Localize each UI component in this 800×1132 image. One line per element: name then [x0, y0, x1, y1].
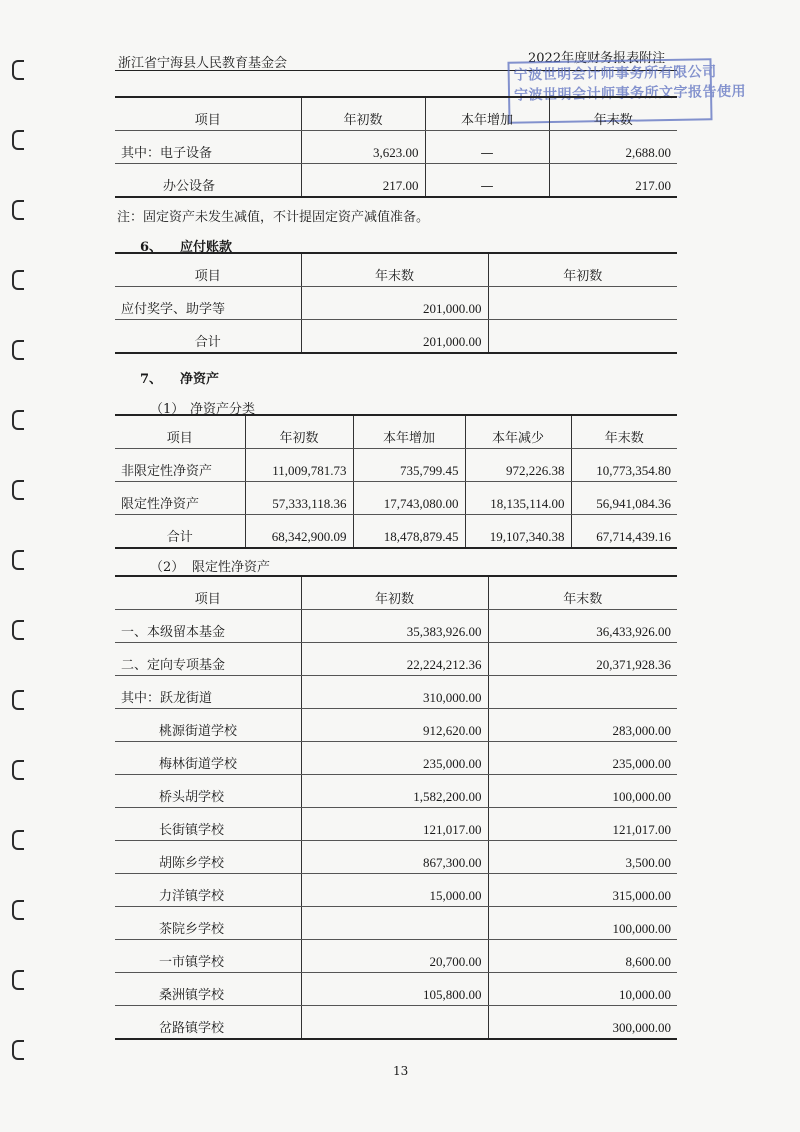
subsection-2-title: 限定性净资产	[192, 560, 271, 575]
subsection-1-number: （1）	[150, 402, 185, 417]
binder-ring	[12, 1040, 24, 1060]
header-org: 浙江省宁海县人民教育基金会	[118, 56, 288, 71]
col-header: 项目	[115, 576, 301, 610]
header-title: 2022年度财务报表附注	[528, 51, 666, 66]
table-row: 长街镇学校 121,017.00 121,017.00	[115, 808, 677, 841]
table-row: 桥头胡学校 1,582,200.00 100,000.00	[115, 775, 677, 808]
net-assets-table	[115, 414, 677, 549]
col-header: 年末数	[549, 97, 677, 131]
table-row: 二、定向专项基金 22,224,212.36 20,371,928.36	[115, 643, 677, 676]
col-header: 年末数	[488, 576, 677, 610]
table-row: 其中：电子设备 3,623.00 — 2,688.00	[115, 131, 677, 164]
col-header: 年初数	[245, 415, 353, 449]
binder-ring	[12, 130, 24, 150]
col-header: 年初数	[301, 97, 425, 131]
binder-ring	[12, 690, 24, 710]
binder-ring	[12, 340, 24, 360]
impairment-note: 注：固定资产未发生减值，不计提固定资产减值准备。	[117, 210, 430, 225]
table-row: 合计 68,342,900.09 18,478,879.45 19,107,340.38 67,714,439.16	[115, 515, 677, 549]
col-header: 本年增加	[425, 97, 549, 131]
subsection-1-title: 净资产分类	[190, 402, 256, 417]
section-6-title: 应付账款	[180, 240, 233, 255]
accounting-firm-stamp: 宁波世明会计师事务所有限公司 宁波世明会计师事务所文字报告使用	[507, 58, 712, 124]
col-header: 年末数	[571, 415, 677, 449]
table-row: 岔路镇学校 300,000.00	[115, 1006, 677, 1040]
binder-ring	[12, 480, 24, 500]
binder-ring	[12, 550, 24, 570]
binder-ring	[12, 620, 24, 640]
col-header: 年初数	[488, 253, 677, 287]
binder-ring	[12, 410, 24, 430]
table-row: 桃源街道学校 912,620.00 283,000.00	[115, 709, 677, 742]
col-header: 项目	[115, 253, 301, 287]
col-header: 项目	[115, 97, 301, 131]
binder-ring	[12, 970, 24, 990]
binder-ring	[12, 900, 24, 920]
table-row: 应付奖学、助学等 201,000.00	[115, 287, 677, 320]
table-row: 限定性净资产 57,333,118.36 17,743,080.00 18,135,114.00 56,941,084.36	[115, 482, 677, 515]
table-row: 非限定性净资产 11,009,781.73 735,799.45 972,226.38 10,773,354.80	[115, 449, 677, 482]
table-row: 合计 201,000.00	[115, 320, 677, 354]
section-6-number: 6、	[140, 240, 163, 255]
section-7-number: 7、	[140, 372, 163, 387]
section-7-title: 净资产	[180, 372, 220, 387]
col-header: 年初数	[301, 576, 488, 610]
page-number: 13	[393, 1064, 409, 1078]
table-row: 力洋镇学校 15,000.00 315,000.00	[115, 874, 677, 907]
binder-ring	[12, 270, 24, 290]
col-header: 本年减少	[465, 415, 571, 449]
table-row: 桑洲镇学校 105,800.00 10,000.00	[115, 973, 677, 1006]
accounts-payable-table	[115, 252, 677, 354]
table-row: 一市镇学校 20,700.00 8,600.00	[115, 940, 677, 973]
table-row: 一、本级留本基金 35,383,926.00 36,433,926.00	[115, 610, 677, 643]
restricted-net-assets-table	[115, 575, 677, 1040]
fixed-assets-table	[115, 96, 677, 198]
subsection-2-number: （2）	[150, 560, 185, 575]
table-row: 其中：跃龙街道 310,000.00	[115, 676, 677, 709]
col-header: 项目	[115, 415, 245, 449]
binder-ring	[12, 200, 24, 220]
table-row: 茶院乡学校 100,000.00	[115, 907, 677, 940]
table-row: 办公设备 217.00 — 217.00	[115, 164, 677, 198]
col-header: 本年增加	[353, 415, 465, 449]
table-row: 胡陈乡学校 867,300.00 3,500.00	[115, 841, 677, 874]
binder-ring	[12, 830, 24, 850]
table-row: 梅林街道学校 235,000.00 235,000.00	[115, 742, 677, 775]
binder-ring	[12, 760, 24, 780]
col-header: 年末数	[301, 253, 488, 287]
binder-ring	[12, 60, 24, 80]
